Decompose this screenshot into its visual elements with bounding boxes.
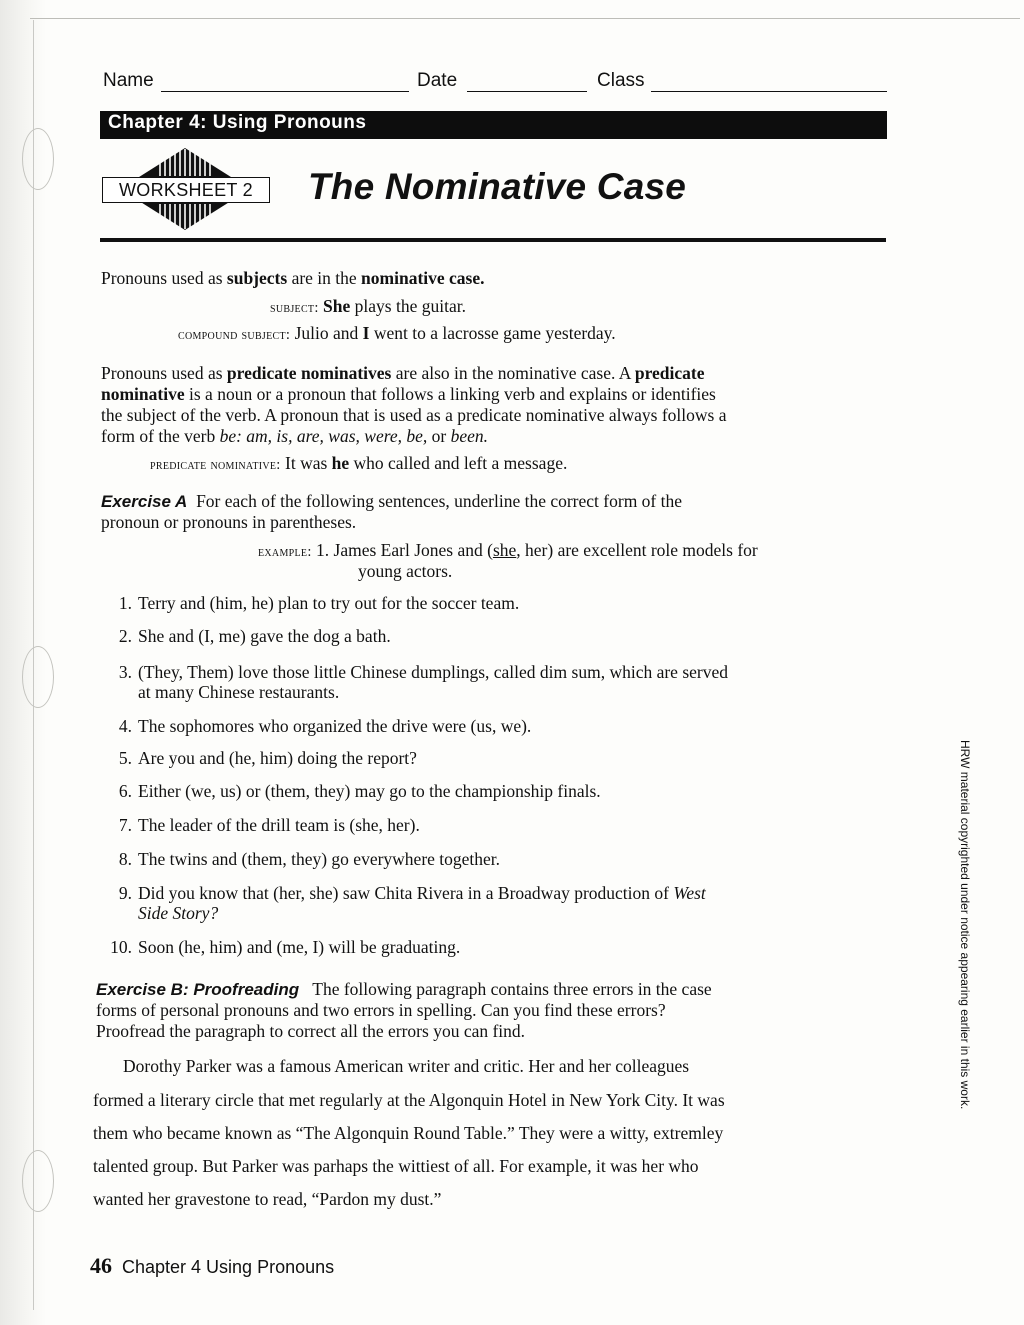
date-label: Date <box>417 70 458 91</box>
predicate-rule-line: nominative is a noun or a pronoun that follows a linking verb and explains or identifies <box>101 384 716 404</box>
proofreading-paragraph-line[interactable]: talented group. But Parker was parhaps the wittiest of all. For example, it was her who <box>93 1156 699 1176</box>
predicate-rule-line: the subject of the verb. A pronoun that is used as a predicate nominative always follows a <box>101 405 727 425</box>
class-label: Class <box>597 70 645 91</box>
predicate-rule-line: Pronouns used as predicate nominatives are also in the nominative case. A predicate <box>101 363 705 383</box>
worksheet-badge <box>100 148 300 230</box>
exercise-b-instructions: forms of personal pronouns and two errors in spelling. Can you find these errors? <box>96 1000 666 1020</box>
exercise-a-heading: Exercise A <box>101 492 188 511</box>
side-copyright-note: HRW material copyrighted under notice appearing earlier in this work. <box>958 740 972 1110</box>
student-info-header <box>103 70 888 96</box>
page-top-edge <box>30 18 1020 19</box>
predicate-rule-line: form of the verb be: am, is, are, was, were, be, or been. <box>101 426 489 446</box>
running-title: Chapter 4 Using Pronouns <box>122 1257 335 1277</box>
binding-hole <box>22 1150 54 1212</box>
proofreading-paragraph-line[interactable]: wanted her gravestone to read, “Pardon my dust.” <box>93 1189 442 1209</box>
class-field[interactable] <box>651 91 887 92</box>
page-number: 46 <box>90 1253 112 1278</box>
worksheet-label: WORKSHEET 2 <box>102 177 270 203</box>
proofreading-paragraph-line[interactable]: formed a literary circle that met regularly at the Algonquin Hotel in New York City. It was <box>93 1090 725 1110</box>
exercise-a-example: example: 1. James Earl Jones and (she, her) are excellent role models for <box>258 540 758 560</box>
exercise-a-instructions: Exercise A For each of the following sentences, underline the correct form of the <box>101 491 683 511</box>
exercise-a-instructions: pronoun or pronouns in parentheses. <box>101 512 357 532</box>
chapter-banner-text: Chapter 4: Using Pronouns <box>108 112 367 133</box>
subject-example: subject: She plays the guitar. <box>270 296 466 316</box>
predicate-nominative-example: predicate nominative: It was he who called and left a message. <box>150 453 568 473</box>
name-field[interactable] <box>161 91 409 92</box>
binding-hole <box>22 128 54 190</box>
date-field[interactable] <box>467 91 587 92</box>
exercise-b-instructions: Proofread the paragraph to correct all the errors you can find. <box>96 1021 526 1041</box>
chapter-banner <box>100 111 887 139</box>
page-title: The Nominative Case <box>308 166 687 207</box>
proofreading-paragraph-line[interactable]: Dorothy Parker was a famous American writer and critic. Her and her colleagues <box>123 1056 690 1076</box>
name-label: Name <box>103 70 154 91</box>
exercise-b-instructions: Exercise B: Proofreading The following paragraph contains three errors in the case <box>96 979 712 999</box>
exercise-a-example: young actors. <box>358 561 453 581</box>
title-rule <box>100 238 886 242</box>
binding-hole <box>22 646 54 708</box>
intro-rule: Pronouns used as subjects are in the nominative case. <box>101 268 485 288</box>
proofreading-paragraph-line[interactable]: them who became known as “The Algonquin Round Table.” They were a witty, extremley <box>93 1123 724 1143</box>
compound-subject-example: compound subject: Julio and I went to a lacrosse game yesterday. <box>178 323 616 343</box>
exercise-b-heading: Exercise B: Proofreading <box>96 980 300 999</box>
page-footer <box>90 1253 334 1279</box>
